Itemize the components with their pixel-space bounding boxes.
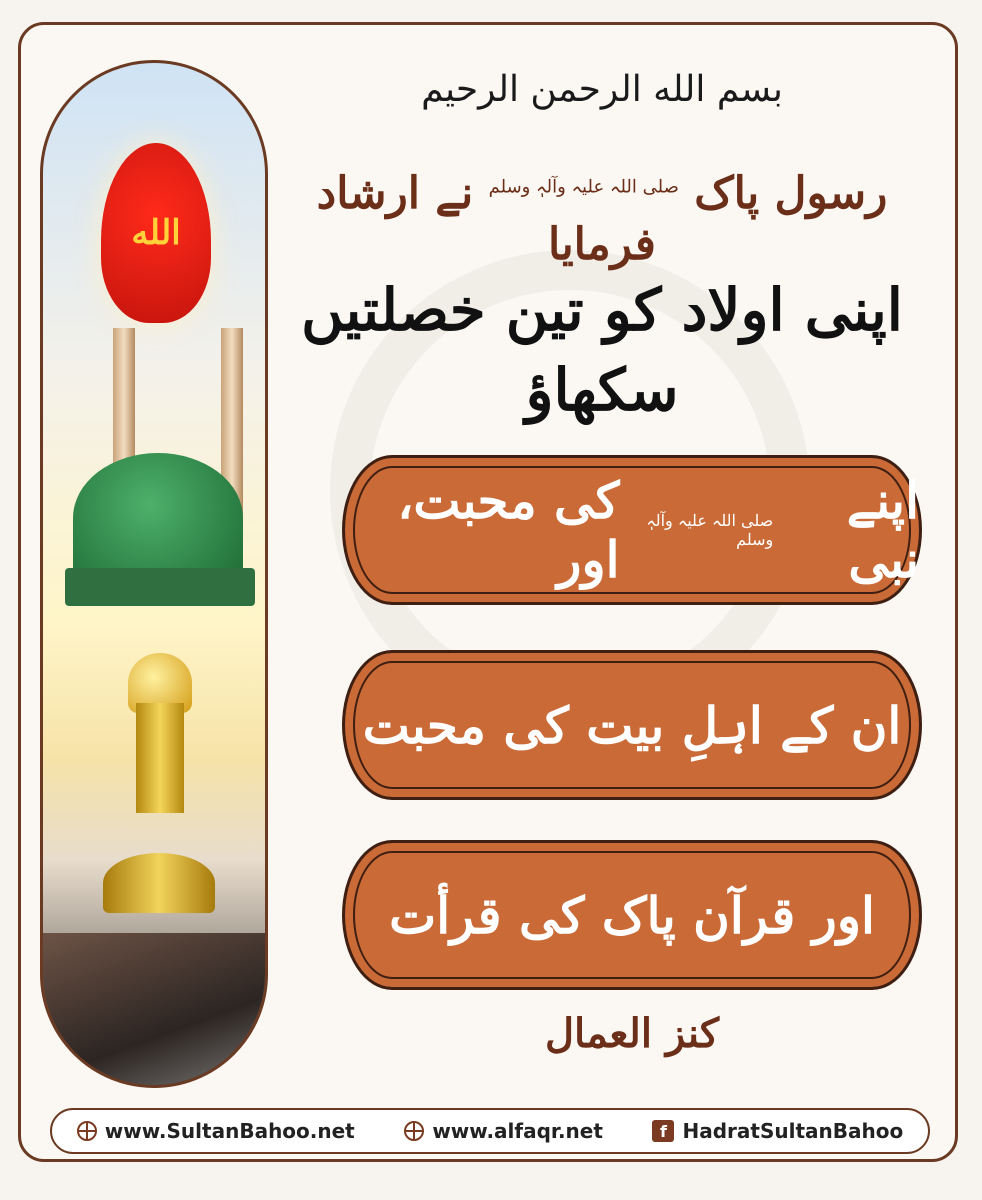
- facebook-link[interactable]: [652, 1119, 903, 1143]
- green-dome: [73, 453, 243, 583]
- source-reference: کنز العمال: [544, 1010, 720, 1057]
- green-dome-base: [65, 568, 255, 606]
- item-banner-2: [342, 650, 922, 800]
- main-heading: اپنی اولاد کو تین خصلتیں سکھاؤ: [301, 276, 903, 424]
- site2-text: www.alfaqr.net: [432, 1119, 603, 1143]
- bismillah: بسم الله الرحمن الرحیم: [421, 69, 783, 110]
- globe-icon: [404, 1121, 424, 1141]
- facebook-icon: f: [652, 1120, 674, 1142]
- golden-tower: [136, 703, 184, 813]
- item-1-salutation: صلی اللہ علیہ وآلہٖ وسلم: [646, 511, 774, 549]
- hadith-intro: [282, 168, 922, 270]
- site1-text: www.SultanBahoo.net: [104, 1119, 355, 1143]
- golden-shrine: [103, 853, 215, 913]
- quran-book-image: [43, 933, 268, 1088]
- item-1-after: کی محبت، اور: [397, 471, 620, 589]
- allah-calligraphy-text: الله: [131, 213, 181, 253]
- item-banner-1: [342, 455, 922, 605]
- globe-icon: [77, 1121, 97, 1141]
- item-1-before: اپنے نبی: [846, 471, 919, 589]
- side-image-panel: [40, 60, 268, 1088]
- saying-suffix: نے ارشاد فرمایا: [316, 168, 656, 270]
- footer-links: [50, 1108, 930, 1154]
- item-3-text: اور قرآن پاک کی قرأت: [389, 885, 875, 945]
- item-2-text: ان کے اہلِ بیت کی محبت: [362, 695, 902, 755]
- facebook-text: HadratSultanBahoo: [682, 1119, 904, 1143]
- saying-prefix: رسول پاک: [694, 168, 888, 219]
- salutation-text: صلی اللہ علیہ وآلہٖ وسلم: [488, 176, 679, 198]
- item-banner-3: [342, 840, 922, 990]
- allah-calligraphy-badge: [101, 143, 211, 323]
- website-link-alfaqr[interactable]: [404, 1119, 603, 1143]
- website-link-sultanbahoo[interactable]: [77, 1119, 355, 1143]
